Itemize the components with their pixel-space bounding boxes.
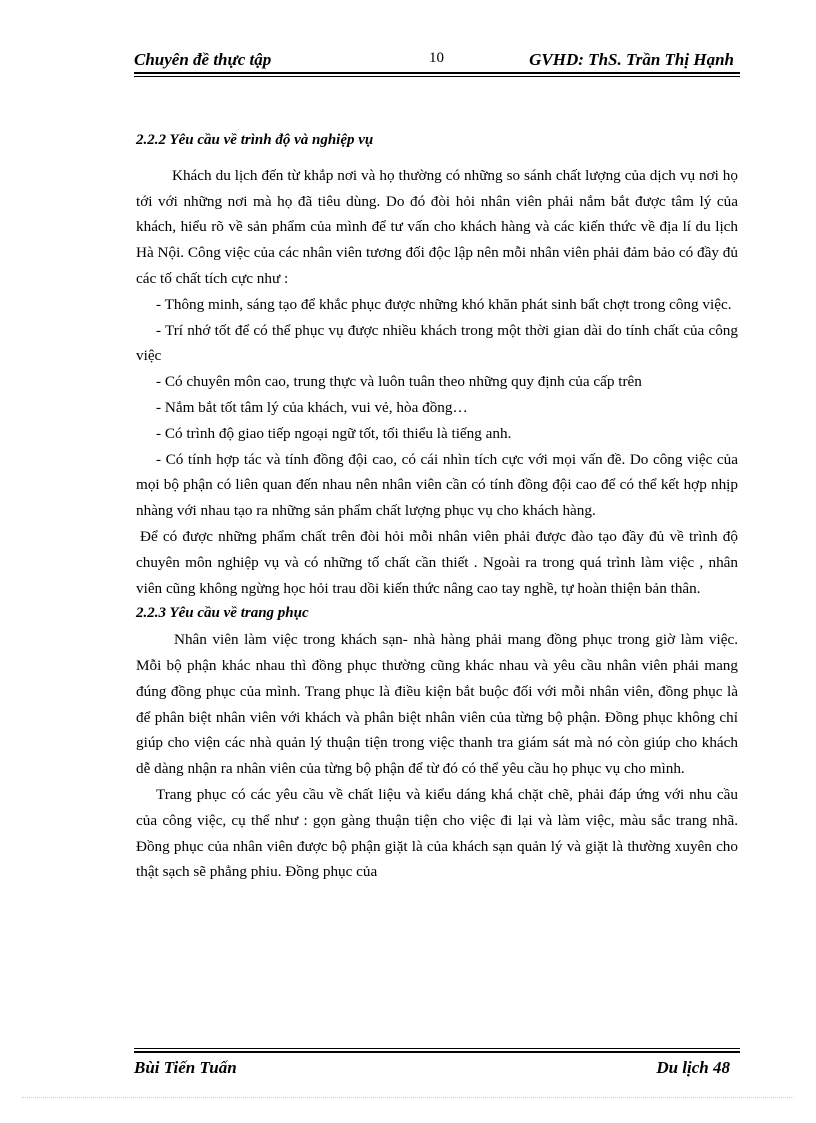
page-number: 10: [429, 50, 444, 66]
list-item-expertise: - Có chuyên môn cao, trung thực và luôn tuân theo những quy định của cấp trên: [156, 373, 642, 391]
page-header: [134, 48, 740, 74]
footer-class: Du lịch 48: [656, 1058, 730, 1077]
paragraph-intro: Khách du lịch đến từ khắp nơi và họ thường có những so sánh chất lượng của dịch vụ nơi họ tới với những nơi mà họ đã tiêu dùng. Do đó đòi hỏi nhân viên phải nắm bắt được tâm lý của khách, hiểu rõ về sản phẩm của mình để tư vấn cho khách hàng và các kiến thức về địa lí du lịch Hà Nội. Công việc của các nhân viên tương đối độc lập nên mỗi nhân viên phải đảm bảo có đầy đủ các tố chất tích cực như :: [136, 166, 738, 287]
header-supervisor: GVHD: ThS. Trần Thị Hạnh: [529, 50, 734, 69]
page-footer: [134, 1048, 740, 1078]
list-item-psychology: - Nắm bắt tốt tâm lý của khách, vui vẻ, hòa đồng…: [156, 398, 468, 416]
footer-rule-thick: [134, 1051, 740, 1053]
paragraph-uniform-requirements: Trang phục có các yêu cầu về chất liệu và kiểu dáng khá chặt chẽ, phải đáp ứng với nhu cầu của công việc, cụ thể như : gọn gàng thuận tiện cho việc đi lại và làm việc, màu sắc trang nhã. Đồng phục của nhân viên được bộ phận giặt là của khách sạn quản lý và giặt là thường xuyên cho thật sạch sẽ phẳng phiu. Đồng phục của: [136, 785, 738, 881]
list-item-intelligence: - Thông minh, sáng tạo để khắc phục được những khó khăn phát sinh bất chợt trong công việc.: [156, 295, 732, 313]
paragraph-uniform: Nhân viên làm việc trong khách sạn- nhà hàng phải mang đồng phục trong giờ làm việc. Mỗi bộ phận khác nhau thì đồng phục thường cũng khác nhau và yêu cầu nhân viên phải mang đúng đồng phục của mình. Trang phục là điều kiện bắt buộc đối với mỗi nhân viên, đồng phục là để phân biệt nhân viên với khách và phân biệt nhân viên của từng bộ phận. Đồng phục không chỉ giúp cho viện các nhà quản lý thuận tiện trong việc thanh tra giám sát mà nó còn giúp cho khách dễ dàng nhận ra nhân viên của từng bộ phận để từ đó có thể yêu cầu họ phục vụ cho mình.: [136, 631, 738, 778]
page-edge-line: [22, 1097, 794, 1098]
list-item-teamwork: - Có tính hợp tác và tính đồng đội cao, có cái nhìn tích cực với mọi vấn đề. Do công việc của mọi bộ phận có liên quan đến nhau nên nhân viên cần có tính đồng đội cao để có thể kết hợp nhịp nhàng với nhau tạo ra những sản phẩm chất lượng phục vụ cho khách hàng.: [136, 450, 738, 520]
paragraph-training: Để có được những phẩm chất trên đòi hỏi mỗi nhân viên phải được đào tạo đầy đủ về trình độ chuyên môn nghiệp vụ và có những tố chất cần thiết . Ngoài ra trong quá trình làm việc , nhân viên cũng không ngừng học hỏi trau dồi kiến thức nâng cao tay nghề, tự hoàn thiện bản thân.: [136, 527, 738, 597]
footer-rule-thin: [134, 1048, 740, 1049]
header-rule-thin: [134, 76, 740, 77]
list-item-language: - Có trình độ giao tiếp ngoại ngữ tốt, tối thiểu là tiếng anh.: [156, 424, 512, 442]
header-rule-thick: [134, 72, 740, 74]
section-heading-2-2-3: 2.2.3 Yêu cầu về trang phục: [136, 605, 309, 622]
list-item-memory: - Trí nhớ tốt để có thể phục vụ được nhiều khách trong một thời gian dài do tính chất của công việc: [136, 321, 738, 365]
section-heading-2-2-2: 2.2.2 Yêu cầu về trình độ và nghiệp vụ: [136, 132, 374, 148]
page-body: [136, 128, 738, 885]
header-title: Chuyên đề thực tập: [134, 50, 272, 69]
footer-author: Bùi Tiến Tuấn: [134, 1058, 237, 1077]
